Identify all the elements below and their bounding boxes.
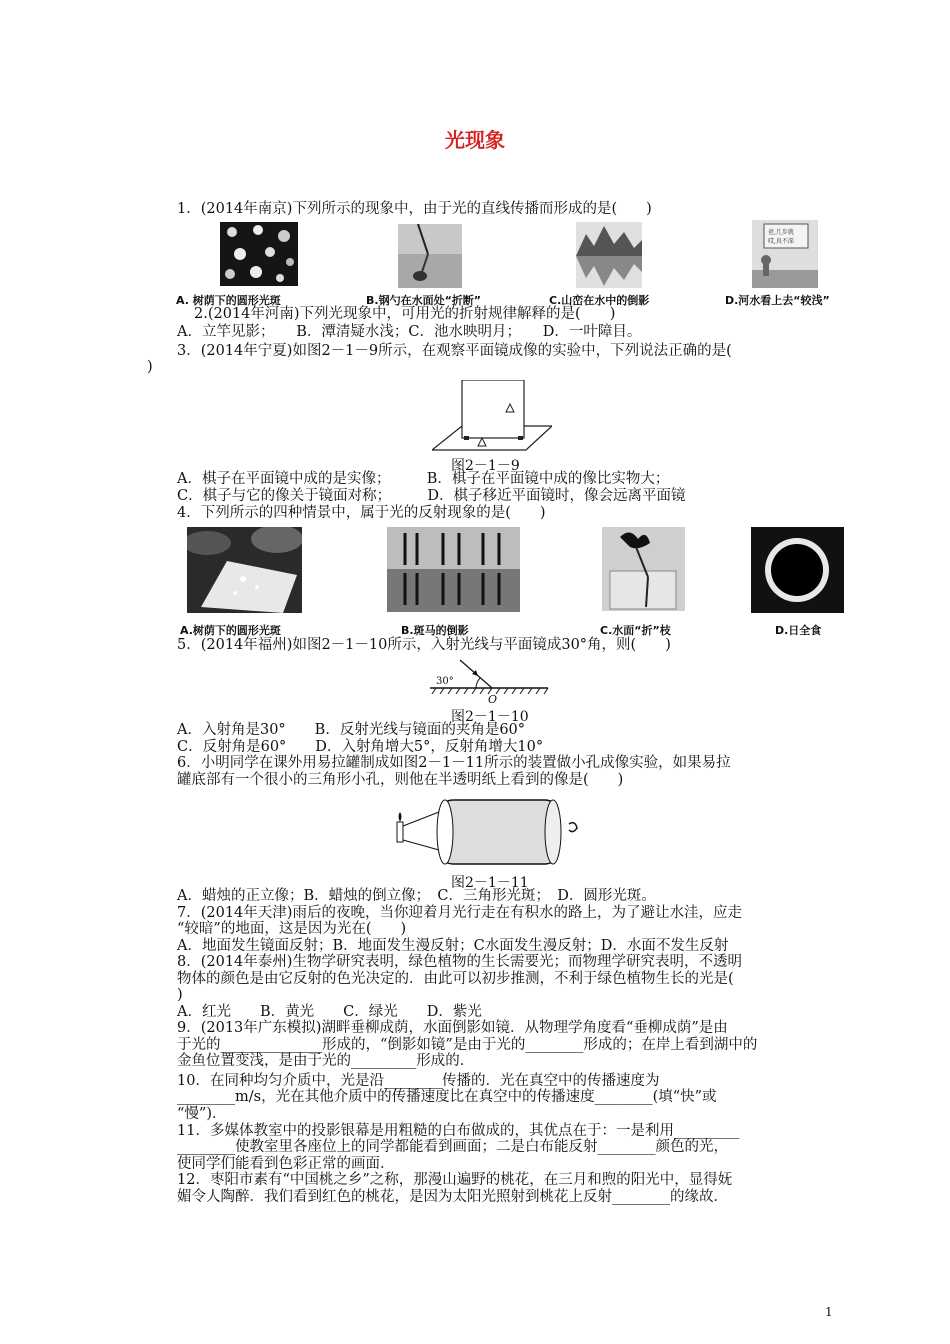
q12-line2: 媚令人陶醉．我们看到红色的桃花，是因为太阳光照射到桃花上反射________的缘故． [177,1189,728,1205]
q4-image-a [187,527,302,613]
q5-stem: 5．(2014年福州)如图2－1－10所示，入射光线与平面镜成30°角，则( ) [177,637,671,653]
q8-line2: 物体的颜色是由它反射的色光决定的．由此可以初步推测，不利于绿色植物生长的光是( [177,971,734,987]
page-number: 1 [825,1305,833,1319]
bent-stick-image [602,527,685,611]
q6-line1: 6．小明同学在课外用易拉罐制成如图2－1－11所示的装置做小孔成像实验，如果易拉 [177,755,731,771]
q8-line3: ) [177,987,183,1003]
q5-figure-incidence [430,658,550,704]
q6-line2: 罐底部有一个很小的三角形小孔，则他在半透明纸上看到的像是( ) [177,772,624,788]
q4-caption-b: B.斑马的倒影 [401,624,469,637]
q8-options: A．红光 B．黄光 C．绿光 D．紫光 [177,1004,482,1020]
point-label: O [488,693,498,704]
q6-figure-pinhole [383,794,583,870]
q9-line2: 于光的______________形成的，“倒影如镜”是由于光的________形成的；在岸上看到湖中的 [177,1037,758,1053]
angle-label: 30° [436,676,454,687]
q2-stem: 2.(2014年河南)下列光现象中，可用光的折射规律解释的是( ) [194,306,616,322]
q8-line1: 8．(2014年泰州)生物学研究表明，绿色植物的生长需要光；而物理学研究表明，不透明 [177,954,742,970]
q9-line1: 9．(2013年广东模拟)湖畔垂柳成荫，水面倒影如镜．从物理学角度看“垂柳成荫”是由 [177,1020,728,1036]
q12-line1: 12．枣阳市素有“中国桃之乡”之称，那漫山遍野的桃花，在三月和煦的阳光中，显得妩 [177,1172,733,1188]
q4-image-c [602,527,685,611]
q2-options: A．立竿见影； B．潭清疑水浅；C．池水映明月； D．一叶障目。 [177,324,642,340]
q11-line2: ________使教室里各座位上的同学都能看到画面；二是白布能反射________颜色的光， [177,1139,728,1155]
solar-eclipse-image [751,527,844,613]
q3-stem-end: ) [147,359,153,375]
q1-image-a [220,222,298,286]
q7-line1: 7．(2014年天津)雨后的夜晚，当你迎着月光行走在有积水的路上，为了避让水洼，应走 [177,905,742,921]
q11-line3: 使同学们能看到色彩正常的画面． [177,1156,395,1172]
q1-caption-a: A. 树荫下的圆形光斑 [176,294,281,307]
pinhole-camera-diagram [383,794,583,870]
incident-ray-diagram [430,658,550,704]
page-title: 光现象 [445,128,505,152]
q10-line2: ________m/s，光在其他介质中的传播速度比在真空中的传播速度________(填“快”或 [177,1089,717,1105]
cartoon-text: 爸,几步就 [768,229,794,236]
q5-options-ab: A．入射角是30° B．反射光线与镜面的夹角是60° [177,722,526,738]
q4-caption-c: C.水面“折”枝 [600,624,671,637]
spoon-in-water-image [398,224,462,288]
q1-caption-b: B.钢勺在水面处“折断” [366,294,482,307]
q4-image-b [387,527,520,612]
q6-options: A．蜡烛的正立像；B．蜡烛的倒立像； C．三角形光斑； D．圆形光斑。 [177,888,656,904]
light-spots-image [220,222,298,286]
q3-figure-mirror [432,380,552,452]
q3-options-ab: A．棋子在平面镜中成的是实像； B．棋子在平面镜中成的像比实物大； [177,471,670,487]
q6-figure-label: 图2－1－11 [451,875,529,891]
cartoon-river-image [752,220,818,288]
q3-stem: 3．(2014年宁夏)如图2－1－9所示，在观察平面镜成像的实验中，下列说法正确的是( [177,343,732,359]
q11-line1: 11．多媒体教室中的投影银幕是用粗糙的白布做成的，其优点在于：一是利用_________ [177,1123,740,1139]
q9-line3: 金鱼位置变浅，是由于光的_________形成的． [177,1053,475,1069]
q10-line1: 10．在同种均匀介质中，光是沿________传播的．光在真空中的传播速度为 [177,1073,660,1089]
q1-caption-c: C.山峦在水中的倒影 [549,294,650,307]
q5-options-cd: C．反射角是60° D．入射角增大5°，反射角增大10° [177,739,544,755]
q1-image-c [576,222,642,288]
q7-options: A．地面发生镜面反射；B．地面发生漫反射；C水面发生漫反射；D．水面不发生反射 [177,938,729,954]
zebra-reflection-image [387,527,520,612]
q10-line3: “慢”)． [177,1106,227,1122]
q5-figure-label: 图2－1－10 [451,709,529,725]
q4-caption-d: D.日全食 [775,624,822,637]
q1-stem: 1．(2014年南京)下列所示的现象中，由于光的直线传播而形成的是( ) [177,201,652,217]
q1-image-b [398,224,462,288]
cartoon-text-2: 哎,真不深 [768,238,794,245]
q7-line2: “较暗”的地面，这是因为光在( ) [177,921,407,937]
q1-image-d [752,220,818,288]
q4-stem: 4．下列所示的四种情景中，属于光的反射现象的是( ) [177,505,546,521]
plane-mirror-diagram [432,380,552,452]
q3-options-cd: C．棋子与它的像关于镜面对称； D．棋子移近平面镜时，像会远离平面镜 [177,488,686,504]
q4-image-d [751,527,844,613]
mountain-reflection-image [576,222,642,288]
q3-figure-label: 图2－1－9 [451,458,520,474]
leaf-shadow-image [187,527,302,613]
q4-caption-a: A.树荫下的圆形光斑 [180,624,281,637]
q1-caption-d: D.河水看上去“较浅” [725,294,830,307]
